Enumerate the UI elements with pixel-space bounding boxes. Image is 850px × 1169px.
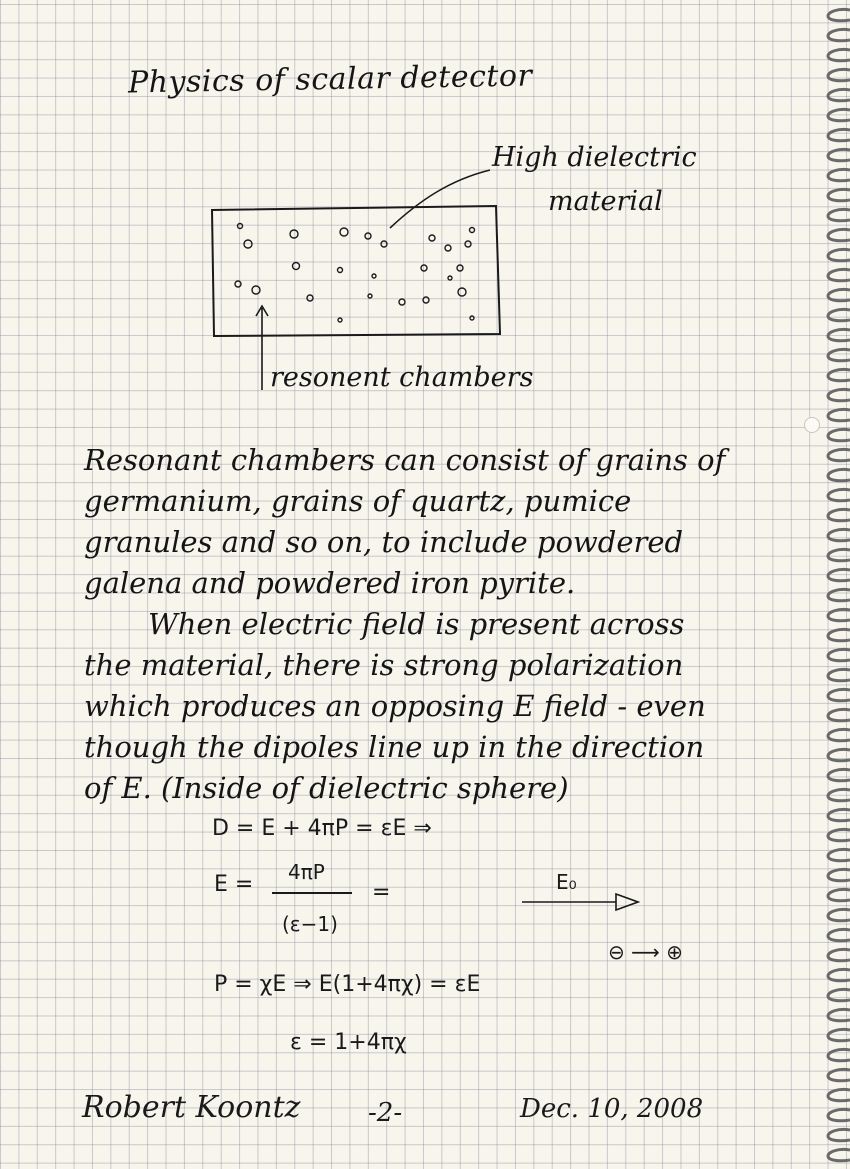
spiral-coil [828, 649, 850, 660]
spiral-coil [828, 889, 850, 900]
spiral-coil [828, 1049, 850, 1060]
spiral-coil [828, 609, 850, 620]
spiral-coil [828, 429, 850, 440]
spiral-coil [828, 529, 850, 540]
paragraph2-line: the material, there is strong polarization [84, 648, 684, 682]
spiral-coil [828, 229, 850, 240]
spiral-coil [828, 329, 850, 340]
spiral-coil [828, 489, 850, 500]
body-text [84, 440, 725, 809]
page-number: -2- [368, 1098, 403, 1128]
paragraph1-line: Resonant chambers can consist of grains of [84, 443, 726, 477]
spiral-coil [828, 89, 850, 100]
spiral-coil [828, 809, 850, 820]
equation-epsilon: ε = 1+4πχ [290, 1030, 407, 1055]
spiral-coil [828, 409, 850, 420]
spiral-coil [828, 1089, 850, 1100]
spiral-coil [828, 1129, 850, 1140]
spiral-coil [828, 729, 850, 740]
page-title: Physics of scalar detector [127, 58, 533, 101]
spiral-coil [828, 29, 850, 40]
high-dielectric-label [492, 136, 697, 224]
pointer-arrow-resonant [256, 306, 268, 390]
spiral-coil [828, 309, 850, 320]
equation-field-equals: = [372, 880, 391, 905]
author-signature: Robert Koontz [82, 1090, 301, 1125]
paragraph2-line: When electric field is present across [148, 607, 685, 641]
dipole-diagram: ⊖ ⟶ ⊕ [608, 940, 683, 964]
spiral-coil [828, 849, 850, 860]
spiral-coil [828, 109, 850, 120]
punch-hole [804, 417, 820, 433]
spiral-coil [828, 749, 850, 760]
spiral-coil [828, 9, 850, 20]
spiral-coil [828, 569, 850, 580]
paragraph2-line: which produces an opposing E field - even [84, 689, 706, 723]
spiral-coil [828, 349, 850, 360]
spiral-coil [828, 689, 850, 700]
paragraph2-line: though the dipoles line up in the direction [84, 730, 705, 764]
spiral-coil [828, 929, 850, 940]
spiral-coil [828, 769, 850, 780]
resonant-chamber-grains [235, 224, 475, 323]
pointer-line-high [390, 170, 490, 228]
e0-label: E₀ [556, 870, 577, 894]
spiral-coil [828, 949, 850, 960]
spiral-coil [828, 369, 850, 380]
spiral-coil [828, 549, 850, 560]
spiral-coil [828, 149, 850, 160]
spiral-coil [828, 1029, 850, 1040]
paragraph2-line: of E. (Inside of dielectric sphere) [84, 771, 569, 805]
paragraph1-line: granules and so on, to include powdered [84, 525, 684, 559]
spiral-coil [828, 1109, 850, 1120]
spiral-coil [828, 69, 850, 80]
spiral-coil [828, 909, 850, 920]
spiral-coil [828, 269, 850, 280]
paragraph1-line: galena and powdered iron pyrite. [84, 566, 576, 600]
spiral-coil [828, 709, 850, 720]
spiral-coil [828, 1149, 850, 1160]
fraction-bar [272, 892, 352, 894]
spiral-coil [828, 509, 850, 520]
equation-displacement: D = E + 4πP = εE ⇒ [212, 816, 432, 841]
entry-date: Dec. 10, 2008 [520, 1094, 704, 1124]
spiral-coil [828, 789, 850, 800]
spiral-coil [828, 129, 850, 140]
spiral-coil [828, 969, 850, 980]
spiral-coil [828, 49, 850, 60]
spiral-coil [828, 389, 850, 400]
equation-fraction-denominator: (ε−1) [282, 912, 338, 936]
spiral-coil [828, 869, 850, 880]
spiral-coil [828, 449, 850, 460]
spiral-coil [828, 189, 850, 200]
spiral-coil [828, 1069, 850, 1080]
spiral-coil [828, 209, 850, 220]
equation-field-lhs: E = [214, 872, 254, 897]
e0-arrow [520, 892, 644, 912]
resonant-chambers-label: resonent chambers [270, 362, 534, 393]
spiral-coil [828, 289, 850, 300]
spiral-coil [828, 589, 850, 600]
spiral-coil [828, 1009, 850, 1020]
spiral-coil [828, 249, 850, 260]
paragraph1-line: germanium, grains of quartz, pumice [84, 484, 632, 518]
material-box [212, 206, 500, 336]
spiral-coil [828, 469, 850, 480]
high-dielectric-label-line1: High dielectric [492, 142, 697, 173]
spiral-coil [828, 989, 850, 1000]
equation-polarization: P = χE ⇒ E(1+4πχ) = εE [214, 972, 481, 997]
spiral-binding [824, 0, 850, 1169]
spiral-coil [828, 669, 850, 680]
spiral-coil [828, 169, 850, 180]
equation-fraction-numerator: 4πP [288, 860, 325, 884]
high-dielectric-label-line2: material [548, 186, 663, 217]
spiral-coil [828, 629, 850, 640]
spiral-coil [828, 829, 850, 840]
